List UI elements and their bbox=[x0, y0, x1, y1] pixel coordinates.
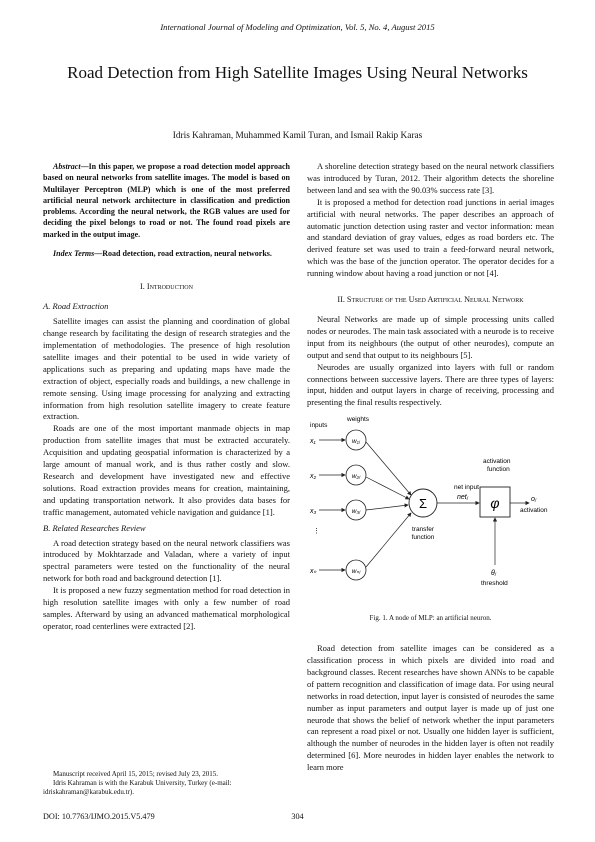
author-list: Idris Kahraman, Muhammed Kamil Turan, and Ismail Rakip Karas bbox=[172, 131, 423, 141]
output-oj: oⱼ bbox=[531, 496, 537, 504]
paragraph: A road detection strategy based on the neural network classifiers was introduced by Mokhtarzade and Valadan, where a variety of input spectral parameters were tested on the functionality of the neural network for both road and background detection [1]. bbox=[43, 537, 290, 584]
phi-symbol: φ bbox=[490, 495, 500, 512]
threshold-label: threshold bbox=[481, 580, 508, 588]
weight-arrow bbox=[366, 505, 408, 510]
paragraph: It is proposed a new fuzzy segmentation method for road detection in high resolution satellite images with only a few number of road samples. Afterward by using an advanced mathematical morphological operator, road centerlines were extracted [2]. bbox=[43, 585, 290, 631]
right-column bbox=[307, 161, 554, 774]
sum-symbol: Σ bbox=[418, 496, 428, 512]
activation-function-label-1: activation bbox=[483, 458, 511, 466]
weight-w2: w₂ⱼ bbox=[351, 473, 361, 481]
footnote-received: Manuscript received April 15, 2015; revised July 23, 2015. bbox=[53, 770, 219, 778]
paragraph: A shoreline detection strategy based on the neural network classifiers was introduced by Turan, 2012. Their algorithm detects the shoreline between land and sea with the 90.03% success rate [3]. bbox=[307, 161, 554, 195]
journal-header: International Journal of Modeling and Optimization, Vol. 5, No. 4, August 2015 bbox=[160, 22, 435, 32]
figure-caption: Fig. 1. A node of MLP: an artificial neuron. bbox=[369, 614, 492, 623]
paper-title: Road Detection from High Satellite Images Using Neural Networks bbox=[67, 63, 528, 82]
section-heading-introduction: I. Introduction bbox=[140, 282, 193, 292]
section-heading-structure: II. Structure of the Used Artificial Neural Network bbox=[337, 295, 524, 305]
activation-output-label: activation bbox=[520, 507, 548, 515]
weight-w1: w₁ⱼ bbox=[352, 438, 360, 446]
input-x2: x₂ bbox=[310, 473, 317, 481]
figure-neuron-diagram bbox=[307, 415, 554, 611]
neuron-diagram-svg bbox=[307, 415, 554, 611]
abstract bbox=[43, 161, 290, 240]
weight-arrow bbox=[366, 513, 411, 567]
footnote-affiliation: Idris Kahraman is with the Karabuk University, Turkey (e-mail: idriskahraman@karabuk.edu.tr). bbox=[43, 779, 232, 796]
footnote bbox=[43, 770, 290, 797]
weight-w3: w₃ⱼ bbox=[351, 508, 361, 516]
paragraph: Roads are one of the most important manmade objects in map production from satellite images that must be extracted accurately. Acquisition and updating geospatial information is characterized by a large amount of manual work, and is thus rather costly and slow. Research and development have investigated new and effective solutions. Road extraction provides means for creation, maintaining, and updating transportation network. It also provides data bases for traffic management, automated vehicle navigation and guidance [1]. bbox=[43, 423, 290, 517]
input-xn: xₙ bbox=[310, 568, 317, 576]
index-terms bbox=[43, 248, 290, 259]
subsection-heading-related-research: B. Related Researches Review bbox=[43, 522, 146, 533]
input-x1: x₁ bbox=[310, 438, 316, 446]
subsection-heading-road-extraction: A. Road Extraction bbox=[43, 301, 109, 312]
input-x3: x₃ bbox=[310, 508, 317, 516]
dots: ⋮ bbox=[313, 528, 320, 536]
weight-arrow bbox=[366, 442, 411, 495]
page-number: 304 bbox=[291, 812, 304, 821]
abstract-text: —In this paper, we propose a road detection model approach based on neural networks from satellite images. The model is based on Multilayer Perceptron (MLP) which is one of the most preferred artificial neural network architecture in classification and prediction problems. According the neural network, the RGB values are used for deciding the pixel belongs to road or not. The found road pixels are marked in the output image. bbox=[43, 162, 290, 239]
theta-symbol: θⱼ bbox=[491, 570, 497, 578]
transfer-function-label: function bbox=[411, 534, 435, 542]
paragraph: Satellite images can assist the planning and coordination of global change research by facilitating the design of research strategies and the implementation of methodologies. The presence of high resolution satellite images and their potential to be used in wide variety of applications such as preparing and updating maps have made the extraction of object, especially roads and buildings, a new challenge in remote sensing. Using image processing for analyzing and extracting information from high resolution satellite imagery to create feature extraction. bbox=[43, 316, 290, 422]
paragraph: Road detection from satellite images can be considered as a classification process in which pixels are divided into road and background classes. Recent researches have shown ANNs to be capable of pattern recognition and classification of image data. For using neural networks in road detection, input layer is consisted of neurodes the same number as input parameters and output layer is made up of just one neurode that shows the belief of network whether the input parameters can represent a road pixel or not. Usually one hidden layer is sufficient, although the number of neurodes in the hidden layer is often not readily determined [6]. More neurodes in hidden layer enables the network to learn more bbox=[307, 643, 554, 773]
paragraph: Neural Networks are made up of simple processing units called nodes or neurodes. The main task associated with a neurode is to receive input from its neighbours (the output of other neurodes), compute an output and send that output to its neighbours [5]. bbox=[307, 313, 554, 360]
abstract-lead: Abstract bbox=[53, 162, 81, 171]
inputs-label: inputs bbox=[310, 422, 328, 430]
weight-arrow bbox=[366, 477, 409, 499]
index-terms-text: —Road detection, road extraction, neural networks. bbox=[94, 249, 272, 259]
paragraph: It is proposed a method for detection road junctions in aerial images artificial with neural networks. The paper describes an approach of automatic junction detection using raster and vector information: mean and standard deviation of gray values, edges as road borders etc. The derived feature set was used to train a feed-forward neural network, which was the base of the junction operator. The operator decides for a running window about having a road junction or not [4]. bbox=[307, 196, 554, 279]
net-j-label: netⱼ bbox=[457, 494, 468, 502]
weights-label: weights bbox=[347, 416, 370, 424]
doi: DOI: 10.7763/IJMO.2015.V5.479 bbox=[43, 812, 155, 821]
index-terms-lead: Index Terms bbox=[53, 249, 95, 259]
left-column bbox=[43, 161, 290, 633]
paragraph: Neurodes are usually organized into layers with full or random connections between successive layers. There are three types of layers: input, hidden and output layers in charge of receiving, processing and presenting the final results respectively. bbox=[307, 361, 554, 408]
net-input-label: net input bbox=[454, 484, 479, 492]
weight-wn: wₙⱼ bbox=[351, 568, 361, 576]
activation-function-label-2: function bbox=[487, 466, 510, 474]
transfer-label: transfer bbox=[411, 526, 435, 534]
